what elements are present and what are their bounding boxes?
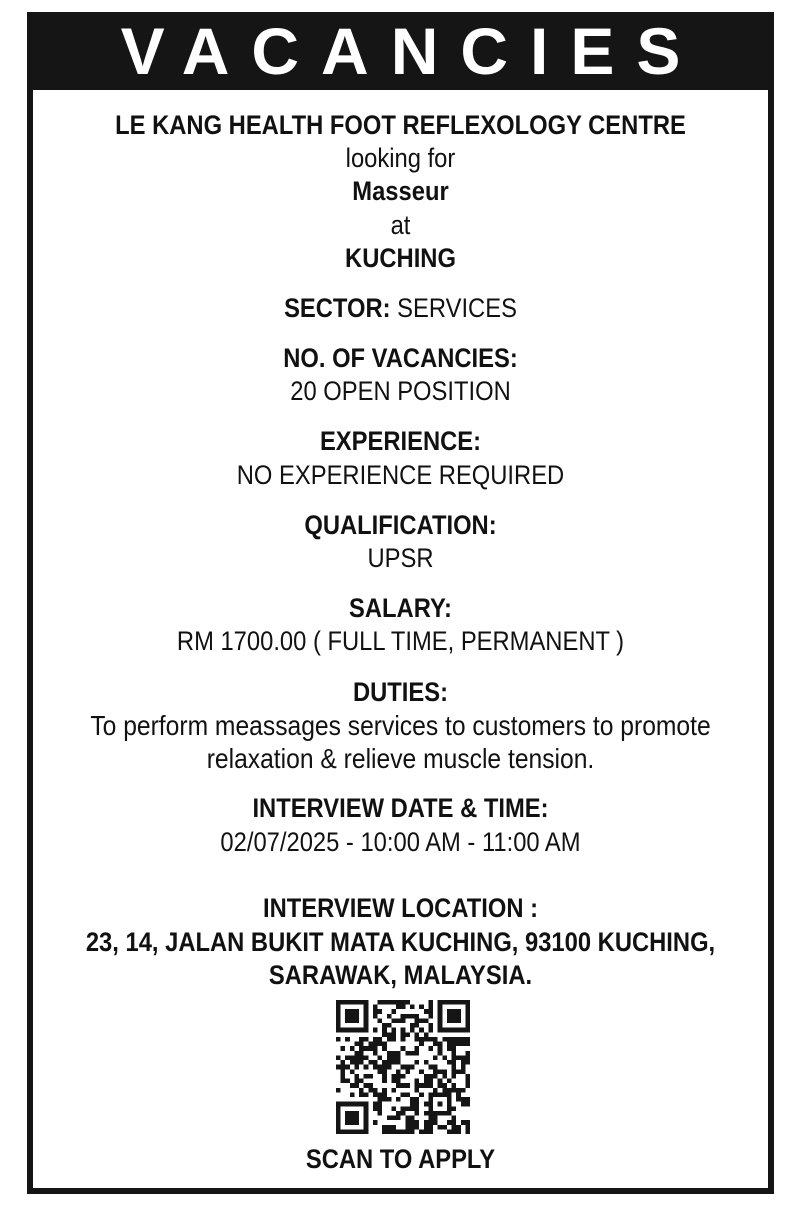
- vacancies-label: NO. OF VACANCIES:: [283, 343, 518, 373]
- sector-value: SERVICES: [397, 293, 517, 323]
- experience-value: NO EXPERIENCE REQUIRED: [236, 460, 565, 490]
- vacancies-value: 20 OPEN POSITION: [290, 376, 511, 406]
- qr-code-icon[interactable]: [336, 1000, 470, 1134]
- qualification-label: QUALIFICATION:: [304, 510, 497, 540]
- sector-label: SECTOR:: [284, 293, 391, 323]
- interview-date-label: INTERVIEW DATE & TIME:: [252, 793, 549, 823]
- company-name: LE KANG HEALTH FOOT REFLEXOLOGY CENTRE: [115, 110, 686, 140]
- salary-label: SALARY:: [349, 593, 452, 623]
- duties-line-2: relaxation & relieve muscle tension.: [206, 743, 595, 774]
- salary-value: RM 1700.00 ( FULL TIME, PERMANENT ): [176, 626, 625, 656]
- vacancy-poster: [27, 12, 774, 1194]
- qualification-value: UPSR: [367, 543, 434, 573]
- page-title: VACANCIES: [33, 12, 768, 90]
- interview-date-value: 02/07/2025 - 10:00 AM - 11:00 AM: [220, 827, 581, 857]
- position-title: Masseur: [352, 176, 449, 206]
- interview-location-line-1: 23, 14, JALAN BUKIT MATA KUCHING, 93100 KUCHING,: [85, 927, 716, 957]
- job-location: KUCHING: [345, 243, 456, 273]
- interview-location-label: INTERVIEW LOCATION :: [263, 893, 538, 923]
- interview-location-line-2: SARAWAK, MALAYSIA.: [268, 960, 533, 990]
- scan-to-apply-text: SCAN TO APPLY: [305, 1144, 496, 1174]
- at-text: at: [390, 210, 411, 240]
- sector-line: [77, 293, 724, 324]
- duties-label: DUTIES:: [352, 677, 449, 707]
- looking-for-text: looking for: [345, 143, 456, 173]
- experience-label: EXPERIENCE:: [319, 426, 482, 456]
- duties-line-1: To perform meassages services to customers to promote: [90, 710, 711, 741]
